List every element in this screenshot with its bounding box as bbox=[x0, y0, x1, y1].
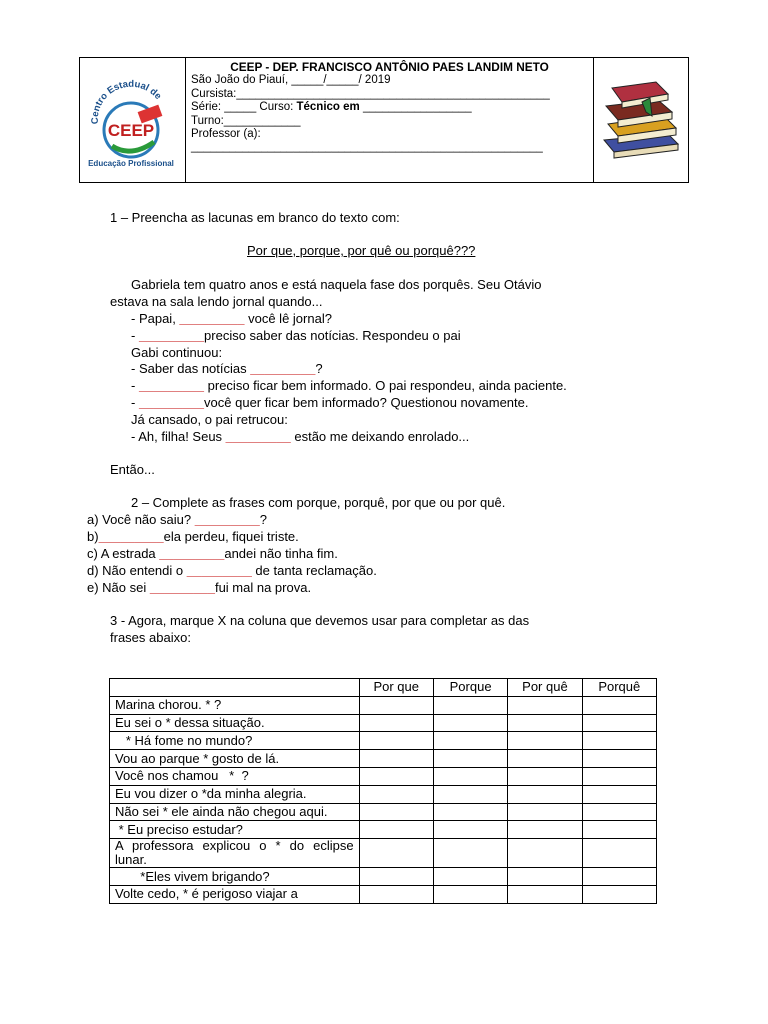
sentence-cell: Volte cedo, * é perigoso viajar a bbox=[110, 885, 360, 903]
sentence-cell: Vou ao parque * gosto de lá. bbox=[110, 750, 360, 768]
check-cell[interactable] bbox=[508, 821, 582, 839]
check-cell[interactable] bbox=[582, 696, 656, 714]
q2-item-a: a) Você não saiu? _________? bbox=[87, 512, 268, 527]
table-row bbox=[110, 750, 657, 768]
sentence-cell: * Há fome no mundo? bbox=[110, 732, 360, 750]
ceep-logo bbox=[84, 68, 180, 178]
logo-text-center: CEEP bbox=[107, 121, 155, 140]
sentence-cell: Você nos chamou * ? bbox=[110, 767, 360, 785]
check-cell[interactable] bbox=[359, 885, 433, 903]
check-cell[interactable] bbox=[359, 839, 433, 868]
check-cell[interactable] bbox=[508, 885, 582, 903]
q1-dialog-2: - _________preciso saber das notícias. Respondeu o pai bbox=[131, 328, 461, 343]
check-cell[interactable] bbox=[508, 750, 582, 768]
table-row bbox=[110, 868, 657, 886]
blank-field[interactable]: _________ bbox=[149, 580, 215, 595]
q1-dialog-8: - Ah, filha! Seus _________ estão me deixando enrolado... bbox=[131, 429, 470, 444]
table-row bbox=[110, 785, 657, 803]
answer-table bbox=[109, 678, 657, 904]
q2-item-b: b)_________ela perdeu, fiquei triste. bbox=[87, 529, 299, 544]
check-cell[interactable] bbox=[433, 767, 507, 785]
check-cell[interactable] bbox=[359, 767, 433, 785]
serie-curso-line bbox=[191, 101, 593, 114]
q1-dialog-3: Gabi continuou: bbox=[131, 345, 223, 360]
logo-text-bottom: Educação Profissional bbox=[88, 159, 174, 168]
table-row bbox=[110, 696, 657, 714]
blank-field[interactable]: _________ bbox=[250, 361, 316, 376]
q1-dialog-6: - _________você quer ficar bem informado? Questionou novamente. bbox=[131, 395, 529, 410]
check-cell[interactable] bbox=[508, 714, 582, 732]
col-porque: Porque bbox=[433, 679, 507, 697]
blank-field[interactable]: _________ bbox=[98, 529, 164, 544]
q1-dialog-1: - Papai, _________ você lê jornal? bbox=[131, 311, 332, 326]
serie-prefix: Série: _____ Curso: bbox=[191, 101, 297, 114]
q1-dialog-5: - _________ preciso ficar bem informado. O pai respondeu, ainda paciente. bbox=[131, 378, 567, 393]
check-cell[interactable] bbox=[359, 821, 433, 839]
blank-field[interactable]: _________ bbox=[194, 512, 260, 527]
header-empty bbox=[110, 679, 360, 697]
col-por-que: Por que bbox=[359, 679, 433, 697]
books-cell bbox=[594, 58, 688, 182]
check-cell[interactable] bbox=[359, 696, 433, 714]
sentence-cell: Eu vou dizer o *da minha alegria. bbox=[110, 785, 360, 803]
school-title: CEEP - DEP. FRANCISCO ANTÔNIO PAES LANDIM NETO bbox=[230, 60, 549, 74]
check-cell[interactable] bbox=[359, 732, 433, 750]
check-cell[interactable] bbox=[508, 785, 582, 803]
blank-field[interactable]: _________ bbox=[179, 311, 245, 326]
check-cell[interactable] bbox=[359, 785, 433, 803]
check-cell[interactable] bbox=[508, 868, 582, 886]
q2-item-d: d) Não entendi o _________ de tanta reclamação. bbox=[87, 563, 377, 578]
col-porque-acento: Porquê bbox=[582, 679, 656, 697]
check-cell[interactable] bbox=[582, 732, 656, 750]
q3-title-line1: 3 - Agora, marque X na coluna que devemos usar para completar as das bbox=[110, 613, 530, 628]
blank-field[interactable]: _________ bbox=[138, 328, 205, 343]
professor-label: Professor (a): bbox=[191, 128, 261, 141]
q1-dialog-7: Já cansado, o pai retrucou: bbox=[131, 412, 288, 427]
check-cell[interactable] bbox=[508, 767, 582, 785]
check-cell[interactable] bbox=[433, 803, 507, 821]
q2-item-c: c) A estrada _________andei não tinha fim. bbox=[87, 546, 338, 561]
check-cell[interactable] bbox=[582, 885, 656, 903]
q2-item-e: e) Não sei _________fui mal na prova. bbox=[87, 580, 312, 595]
table-row bbox=[110, 714, 657, 732]
check-cell[interactable] bbox=[433, 785, 507, 803]
check-cell[interactable] bbox=[359, 750, 433, 768]
check-cell[interactable] bbox=[582, 839, 656, 868]
blank-field[interactable]: _________ bbox=[225, 429, 291, 444]
q1-dialog-4: - Saber das notícias _________? bbox=[131, 361, 323, 376]
check-cell[interactable] bbox=[582, 750, 656, 768]
q1-end: Então... bbox=[110, 462, 155, 477]
table-row bbox=[110, 803, 657, 821]
check-cell[interactable] bbox=[582, 803, 656, 821]
curso-suffix: _________________ bbox=[359, 101, 472, 114]
check-cell[interactable] bbox=[508, 803, 582, 821]
q1-paragraph-line1: Gabriela tem quatro anos e está naquela fase dos porquês. Seu Otávio bbox=[131, 277, 542, 292]
check-cell[interactable] bbox=[508, 839, 582, 868]
q3-title-line2: frases abaixo: bbox=[110, 630, 191, 645]
table-row bbox=[110, 839, 657, 868]
table-row bbox=[110, 767, 657, 785]
sentence-cell: A professora explicou o * do eclipse lunar. bbox=[110, 839, 360, 868]
check-cell[interactable] bbox=[582, 785, 656, 803]
header-info bbox=[186, 58, 594, 182]
books-icon bbox=[598, 72, 684, 162]
check-cell[interactable] bbox=[359, 803, 433, 821]
check-cell[interactable] bbox=[508, 732, 582, 750]
blank-field[interactable]: _________ bbox=[138, 395, 205, 410]
header-table bbox=[79, 57, 689, 183]
sentence-cell: *Eles vivem brigando? bbox=[110, 868, 360, 886]
professor-line: _______________________________________________________ bbox=[191, 141, 543, 154]
q1-paragraph-line2: estava na sala lendo jornal quando... bbox=[110, 294, 323, 309]
table-header-row bbox=[110, 679, 657, 697]
check-cell[interactable] bbox=[359, 714, 433, 732]
check-cell[interactable] bbox=[433, 839, 507, 868]
logo-cell bbox=[80, 58, 186, 182]
blank-field[interactable]: _________ bbox=[186, 563, 252, 578]
q1-title: 1 – Preencha as lacunas em branco do texto com: bbox=[110, 210, 400, 225]
blank-field[interactable]: _________ bbox=[159, 546, 225, 561]
check-cell[interactable] bbox=[582, 868, 656, 886]
sentence-cell: Não sei * ele ainda não chegou aqui. bbox=[110, 803, 360, 821]
blank-field[interactable]: _________ bbox=[138, 378, 205, 393]
q2-title: 2 – Complete as frases com porque, porquê, por que ou por quê. bbox=[131, 495, 506, 510]
cursista-line: Cursista:_________________________________________________ bbox=[191, 87, 550, 100]
table-row bbox=[110, 732, 657, 750]
sentence-cell: Marina chorou. * ? bbox=[110, 696, 360, 714]
check-cell[interactable] bbox=[433, 868, 507, 886]
q1-subtitle: Por que, porque, por quê ou porquê??? bbox=[247, 243, 476, 258]
check-cell[interactable] bbox=[359, 868, 433, 886]
logo-text-top: Centro Estadual de bbox=[89, 78, 164, 125]
table-row bbox=[110, 821, 657, 839]
sentence-cell: Eu sei o * dessa situação. bbox=[110, 714, 360, 732]
check-cell[interactable] bbox=[508, 696, 582, 714]
check-cell[interactable] bbox=[582, 714, 656, 732]
turno-line: Turno:____________ bbox=[191, 114, 301, 127]
table-row bbox=[110, 885, 657, 903]
check-cell[interactable] bbox=[433, 714, 507, 732]
check-cell[interactable] bbox=[433, 821, 507, 839]
check-cell[interactable] bbox=[582, 767, 656, 785]
col-por-que-acento: Por quê bbox=[508, 679, 582, 697]
check-cell[interactable] bbox=[433, 696, 507, 714]
check-cell[interactable] bbox=[433, 732, 507, 750]
check-cell[interactable] bbox=[582, 821, 656, 839]
check-cell[interactable] bbox=[433, 885, 507, 903]
curso-bold: Técnico em bbox=[296, 101, 360, 114]
check-cell[interactable] bbox=[433, 750, 507, 768]
sentence-cell: * Eu preciso estudar? bbox=[110, 821, 360, 839]
city-date: São João do Piauí, _____/_____/ 2019 bbox=[191, 74, 391, 87]
